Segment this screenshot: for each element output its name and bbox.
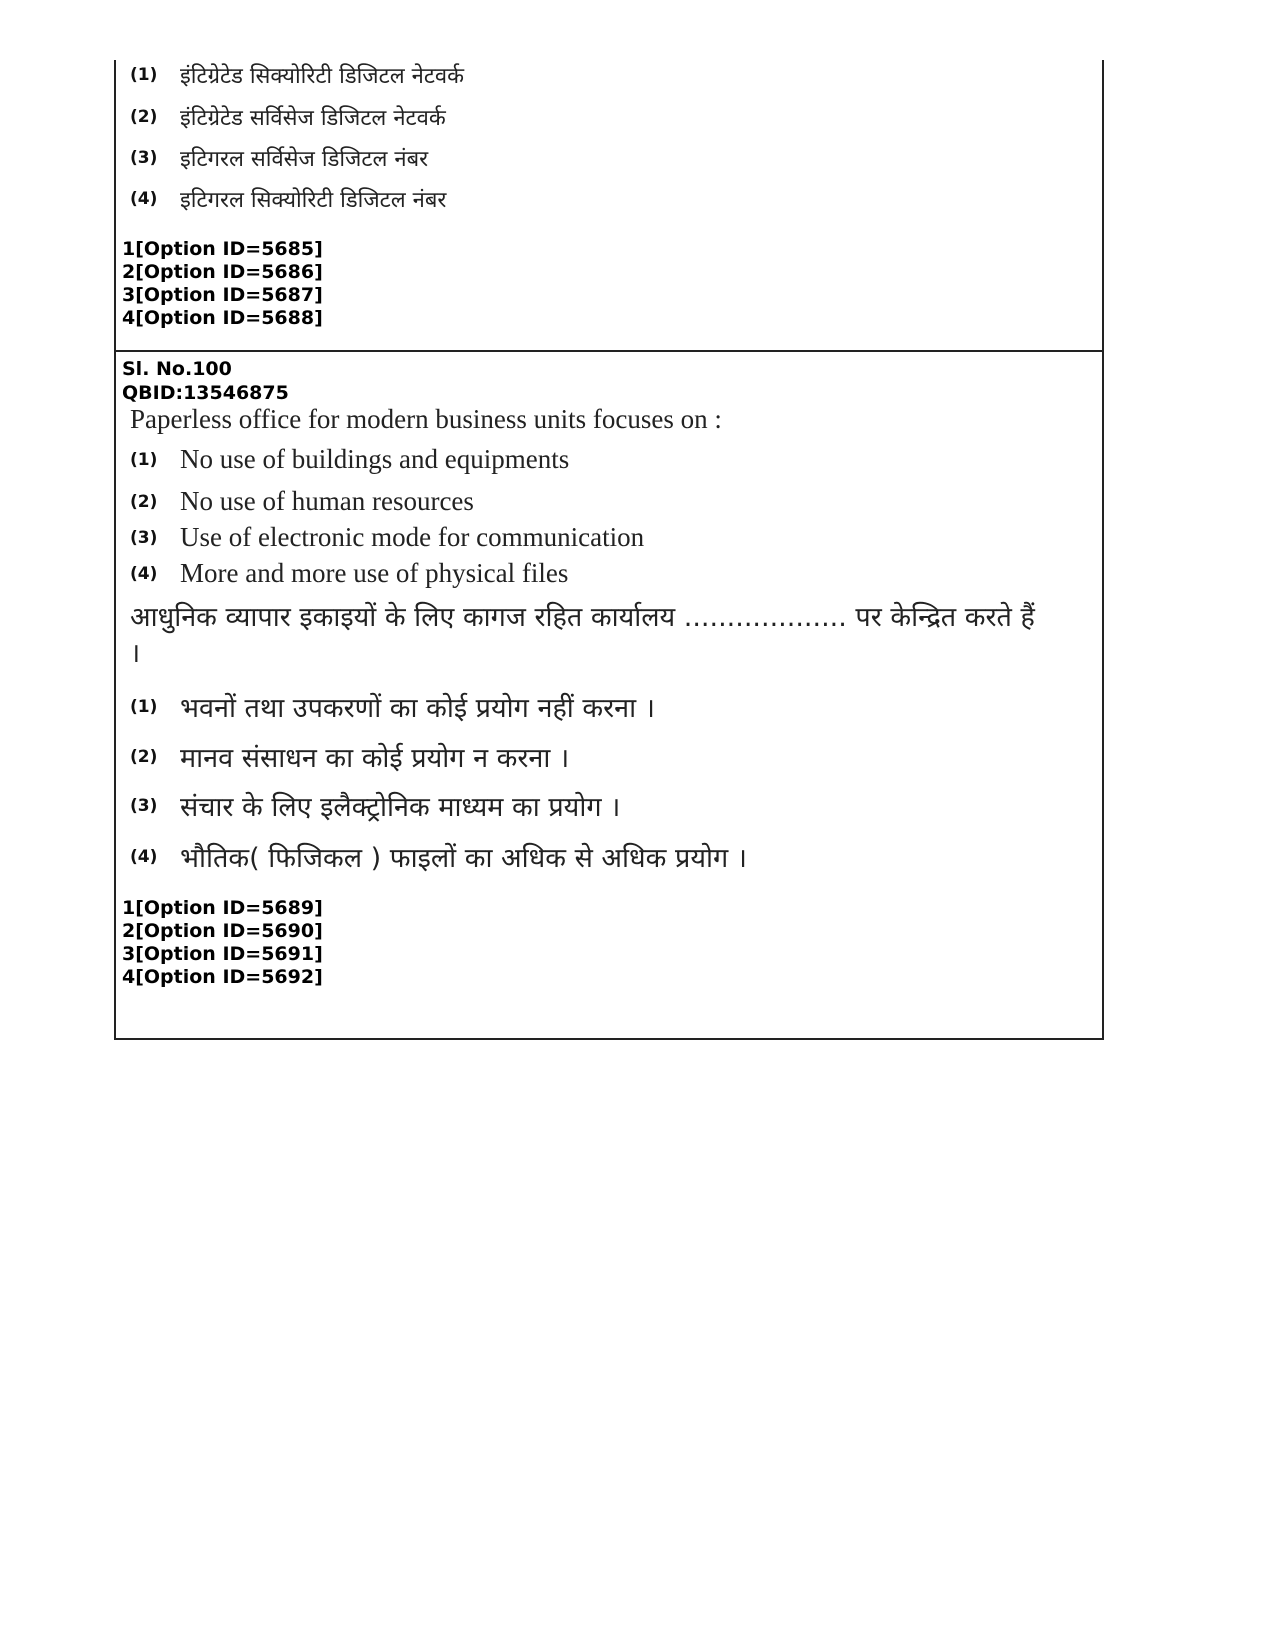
option-row-hi <box>130 60 464 90</box>
option-number: (3) <box>130 148 158 168</box>
option-row-hi <box>130 787 620 824</box>
option-text: Use of electronic mode for communication <box>180 522 645 552</box>
option-text: इंटिग्रेटेड सिक्योरिटी डिजिटल नेटवर्क <box>180 64 465 89</box>
option-number: (2) <box>130 746 158 767</box>
option-number: (4) <box>130 563 158 584</box>
option-text: इंटिग्रेटेड सर्विसेज डिजिटल नेटवर्क <box>180 106 446 131</box>
option-text: मानव संसाधन का कोई प्रयोग न करना । <box>180 743 570 774</box>
option-number: (1) <box>130 449 158 470</box>
option-row-en <box>130 522 644 553</box>
option-text: इटिगरल सर्विसेज डिजिटल नंबर <box>180 147 429 172</box>
option-row-hi <box>130 102 446 132</box>
option-id: 2[Option ID=5686] <box>122 261 323 283</box>
option-id: 1[Option ID=5689] <box>122 897 323 919</box>
option-text: More and more use of physical files <box>180 558 569 588</box>
option-number: (1) <box>130 696 158 717</box>
serial-number: Sl. No.100 <box>122 358 232 380</box>
option-row-hi <box>130 838 747 875</box>
question-bank-id: QBID:13546875 <box>122 382 289 404</box>
option-row-hi <box>130 738 569 775</box>
option-number: (2) <box>130 107 158 127</box>
option-row-en <box>130 444 569 475</box>
option-id: 2[Option ID=5690] <box>122 920 323 942</box>
option-id: 4[Option ID=5692] <box>122 966 323 988</box>
option-number: (2) <box>130 491 158 512</box>
option-text: No use of human resources <box>180 486 474 516</box>
option-row-hi <box>130 143 428 173</box>
option-text: भवनों तथा उपकरणों का कोई प्रयोग नहीं करना । <box>180 693 655 724</box>
option-number: (1) <box>130 65 158 85</box>
option-id: 1[Option ID=5685] <box>122 238 323 260</box>
option-text: इटिगरल सिक्योरिटी डिजिटल नंबर <box>180 188 447 213</box>
option-row-en <box>130 486 474 517</box>
option-row-hi <box>130 184 446 214</box>
option-text: संचार के लिए इलैक्ट्रोनिक माध्यम का प्रयोग । <box>180 792 621 823</box>
option-id: 3[Option ID=5687] <box>122 284 323 306</box>
option-row-en <box>130 558 568 589</box>
question-text-hi: आधुनिक व्यापार इकाइयों के लिए कागज रहित कार्यालय ................... पर केन्द्रित करते हैं । <box>130 602 1035 669</box>
question-sheet <box>114 60 1102 1038</box>
option-text: No use of buildings and equipments <box>180 444 570 474</box>
option-id-list <box>122 238 323 330</box>
previous-question-block <box>114 60 1104 350</box>
question-text-en: Paperless office for modern business units focuses on : <box>130 404 722 434</box>
option-id: 3[Option ID=5691] <box>122 943 323 965</box>
option-number: (4) <box>130 189 158 209</box>
option-number: (4) <box>130 846 158 867</box>
option-number: (3) <box>130 527 158 548</box>
option-text: भौतिक( फिजिकल ) फाइलों का अधिक से अधिक प्रयोग । <box>180 843 748 874</box>
option-id: 4[Option ID=5688] <box>122 307 323 329</box>
option-number: (3) <box>130 795 158 816</box>
option-row-hi <box>130 688 655 725</box>
option-id-list <box>122 897 323 989</box>
question-block <box>114 350 1104 1040</box>
